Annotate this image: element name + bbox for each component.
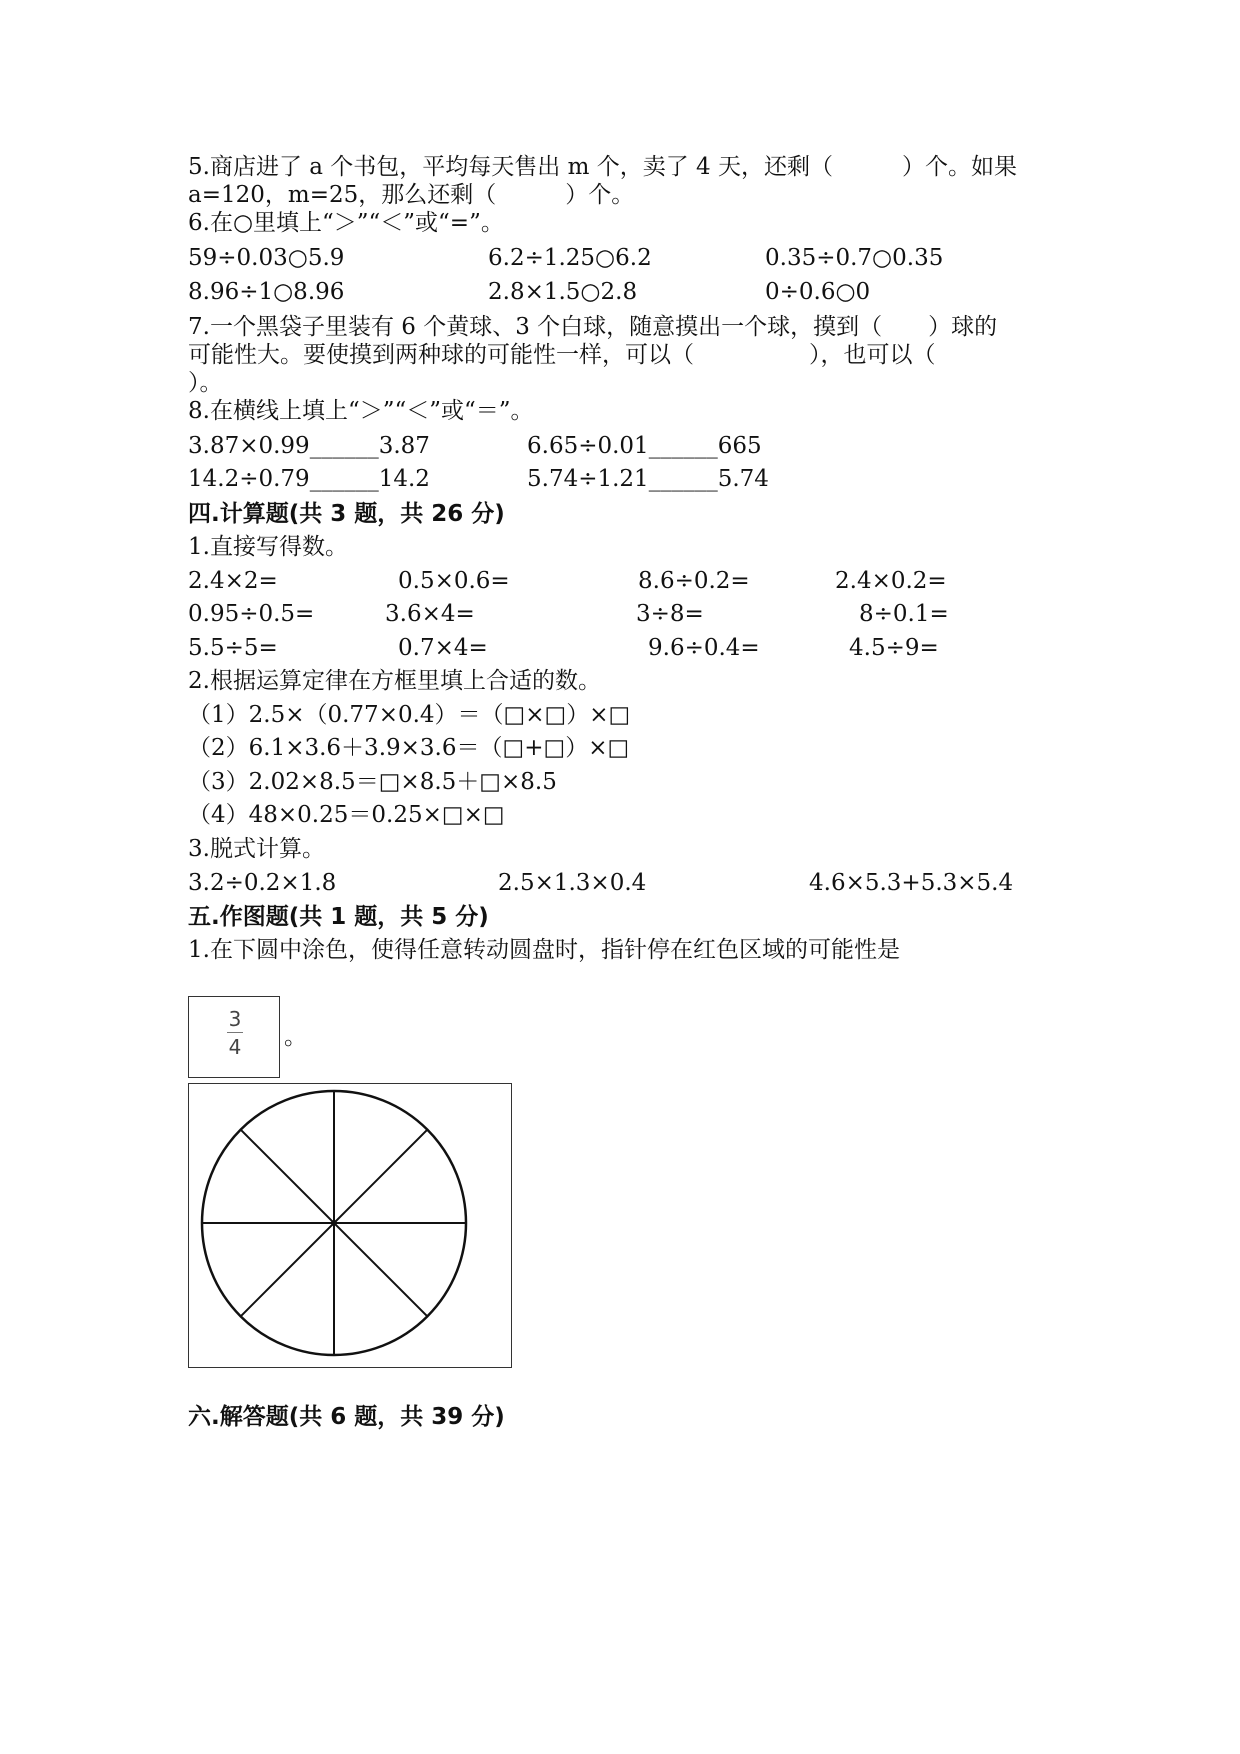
q6-stem: 6.在○里填上“＞”“＜”或“=”。 (188, 210, 504, 236)
s4q1-r1c2: 0.5×0.6= (398, 568, 510, 594)
q8-r2c1: 14.2÷0.79______14.2 (188, 466, 430, 492)
q6-r2c2: 2.8×1.5○2.8 (488, 279, 638, 305)
s4q2-item3: （3）2.02×8.5＝□×8.5＋□×8.5 (188, 769, 557, 795)
s4q1-r1c4: 2.4×0.2= (835, 568, 947, 594)
s4q1-stem: 1.直接写得数。 (188, 534, 348, 560)
s4q1-r3c4: 4.5÷9= (849, 635, 939, 661)
q6-r1c3: 0.35÷0.7○0.35 (765, 245, 944, 271)
q8-stem: 8.在横线上填上“＞”“＜”或“＝”。 (188, 398, 534, 424)
section6-title: 六.解答题(共 6 题，共 39 分) (188, 1404, 505, 1430)
q8-r2c2: 5.74÷1.21______5.74 (527, 466, 769, 492)
s4q3-item1: 3.2÷0.2×1.8 (188, 870, 337, 896)
s4q1-r3c3: 9.6÷0.4= (648, 635, 760, 661)
s4q1-r1c1: 2.4×2= (188, 568, 278, 594)
s4q3-item2: 2.5×1.3×0.4 (498, 870, 647, 896)
q8-r1c2: 6.65÷0.01______665 (527, 433, 762, 459)
s4q3-stem: 3.脱式计算。 (188, 836, 325, 862)
fraction-bar (227, 1032, 243, 1033)
q6-r2c3: 0÷0.6○0 (765, 279, 871, 305)
q7-line1: 7.一个黑袋子里装有 6 个黄球、3 个白球，随意摸出一个球，摸到（ ）球的 (188, 314, 998, 340)
s4q2-item2: （2）6.1×3.6＋3.9×3.6＝（□+□）×□ (188, 735, 630, 761)
q7-line3: ）。 (188, 370, 223, 396)
fraction-box (188, 996, 280, 1078)
wheel-center-dot (331, 1220, 337, 1226)
q8-r1c1: 3.87×0.99______3.87 (188, 433, 430, 459)
section5-title: 五.作图题(共 1 题，共 5 分) (188, 904, 489, 930)
fraction-numerator: 3 (228, 1007, 242, 1031)
fraction-three-quarters (189, 1007, 281, 1059)
s4q1-r1c3: 8.6÷0.2= (638, 568, 750, 594)
s4q2-stem: 2.根据运算定律在方框里填上合适的数。 (188, 668, 601, 694)
s4q1-r3c2: 0.7×4= (398, 635, 488, 661)
s4q1-r2c2: 3.6×4= (385, 601, 475, 627)
q6-r1c2: 6.2÷1.25○6.2 (488, 245, 652, 271)
s4q3-item3: 4.6×5.3+5.3×5.4 (809, 870, 1014, 896)
spinner-wheel-drawing (189, 1084, 511, 1367)
q5-line1: 5.商店进了 a 个书包，平均每天售出 m 个，卖了 4 天，还剩（ ）个。如果 (188, 154, 1017, 180)
q5-line2: a=120，m=25，那么还剩（ ）个。 (188, 182, 635, 208)
s4q2-item4: （4）48×0.25＝0.25×□×□ (188, 802, 505, 828)
s4q1-r2c1: 0.95÷0.5= (188, 601, 315, 627)
s5q1-tail: 。 (284, 1024, 307, 1050)
s4q2-item1: （1）2.5×（0.77×0.4）＝（□×□）×□ (188, 702, 631, 728)
q6-r1c1: 59÷0.03○5.9 (188, 245, 345, 271)
s4q1-r2c4: 8÷0.1= (859, 601, 949, 627)
s4q1-r2c3: 3÷8= (636, 601, 704, 627)
s4q1-r3c1: 5.5÷5= (188, 635, 278, 661)
section4-title: 四.计算题(共 3 题，共 26 分) (188, 501, 505, 527)
fraction-denominator: 4 (228, 1035, 242, 1059)
s5q1-stem: 1.在下圆中涂色，使得任意转动圆盘时，指针停在红色区域的可能性是 (188, 937, 900, 963)
q6-r2c1: 8.96÷1○8.96 (188, 279, 345, 305)
spinner-wheel (188, 1083, 512, 1368)
q7-line2: 可能性大。要使摸到两种球的可能性一样，可以（ ），也可以（ (188, 342, 936, 368)
